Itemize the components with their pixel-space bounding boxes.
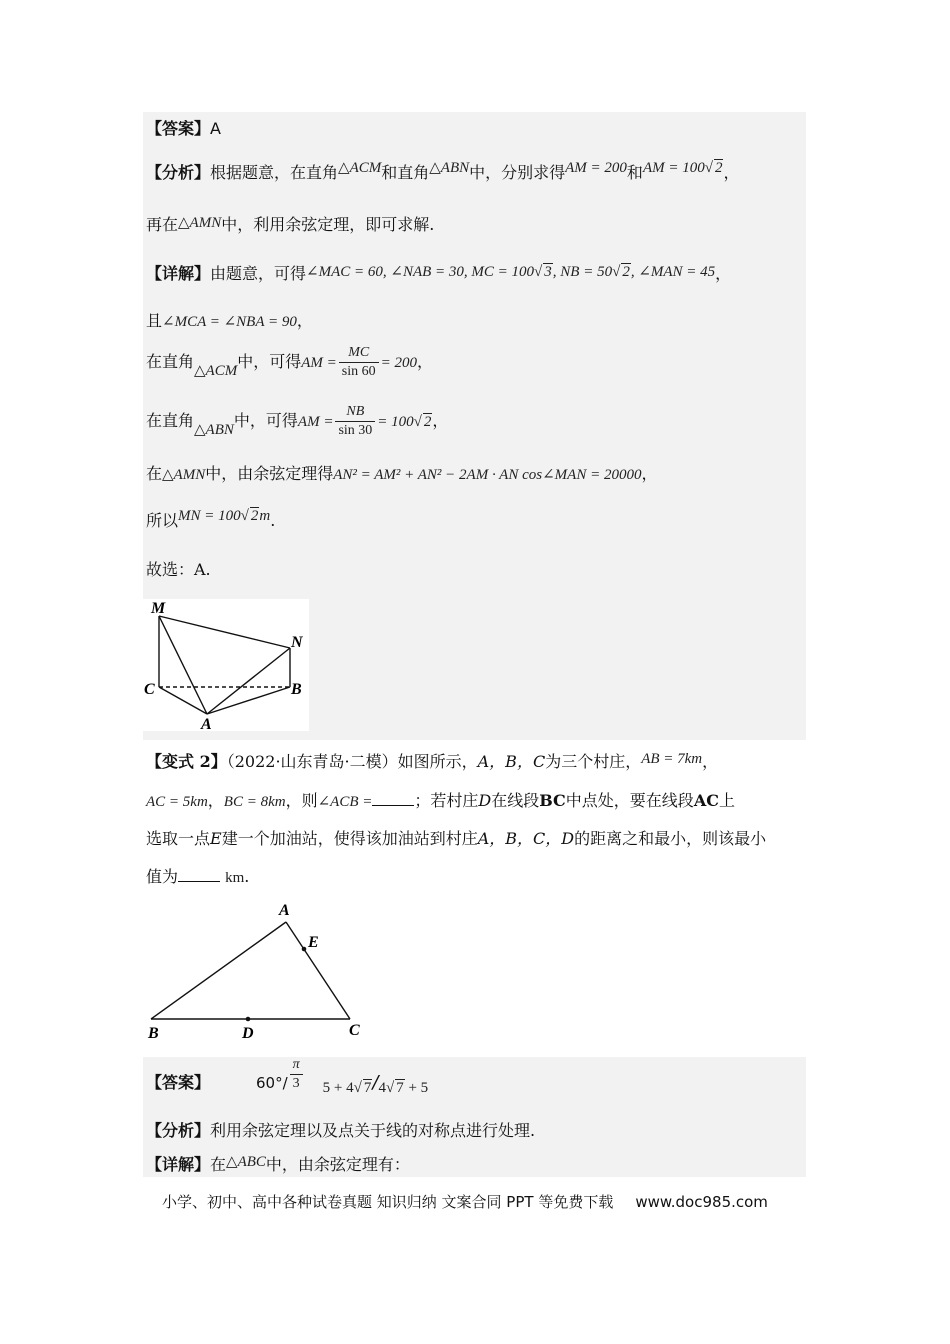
label-e: E bbox=[308, 934, 319, 951]
problem-line-4: 值为 km. bbox=[146, 867, 250, 886]
point-e bbox=[302, 947, 307, 952]
label-a: A bbox=[201, 716, 212, 731]
problem-line-3: 选取一点E建一个加油站，使得该加油站到村庄A，B，C，D的距离之和最小，则该最小 bbox=[146, 829, 767, 848]
choice-line: 故选：A. bbox=[146, 560, 211, 579]
label-a: A bbox=[279, 902, 290, 919]
segment-ab bbox=[151, 922, 286, 1019]
answer-blank-2[interactable] bbox=[178, 865, 220, 882]
footer-site-link[interactable]: www.doc985.com bbox=[635, 1193, 768, 1211]
fraction: $\frac{NB}{\sin 30}$ bbox=[335, 403, 375, 440]
analysis-line-1: 【分析】根据题意，在直角△ACM和直角△ABN中，分别求得AM = 200和AM = 100√ 2， bbox=[146, 160, 740, 182]
label-n: N bbox=[291, 634, 303, 651]
detail-line-2: 且∠MCA = ∠NBA = 90， bbox=[146, 311, 313, 330]
problem-line-2: AC = 5km，BC = 8km，则∠ACB = ；若村庄D在线段BC中点处，要在线段AC上 bbox=[146, 791, 735, 810]
detail-line-5: 在△AMN中，由余弦定理得AN² = AM² + AN² − 2AM · AN cos∠MAN = 20000， bbox=[146, 464, 658, 483]
label-c: C bbox=[349, 1022, 360, 1039]
analysis-line-3: 【分析】利用余弦定理以及点关于线的对称点进行处理. bbox=[146, 1121, 536, 1140]
fraction: $\frac{MC}{\sin 60}$ bbox=[339, 344, 379, 381]
problem-line-1: 【变式 2】（2022·山东青岛·二模）如图所示，A，B，C为三个村庄，AB = 7km， bbox=[146, 751, 719, 771]
analysis-line-2: 再在△AMN中，利用余弦定理，即可求解. bbox=[146, 215, 435, 234]
detail-line-4: 在直角△ABN中，可得AM = $\frac{NB}{\sin 30}$ = 100√ 2， bbox=[146, 404, 449, 438]
figure-prism bbox=[143, 599, 309, 731]
figure-triangle bbox=[143, 898, 369, 1044]
detail-line-1: 【详解】由题意，可得∠MAC = 60, ∠NAB = 30, MC = 100√ 3, NB = 50√ 2, ∠MAN = 45， bbox=[146, 264, 732, 283]
detail-line-6: 所以MN = 100√ 2m. bbox=[146, 508, 276, 530]
answer-line: 【答案】A bbox=[146, 119, 221, 138]
detail-line-3: 在直角△ACM中，可得AM = $\frac{MC}{\sin 60}$ = 200， bbox=[146, 345, 433, 379]
detail-line-7: 【详解】在△ABC中，由余弦定理有： bbox=[146, 1154, 410, 1174]
label-m: M bbox=[151, 600, 166, 617]
label-b: B bbox=[291, 681, 302, 698]
fraction: $\frac{\pi}{3}$ bbox=[290, 1056, 303, 1093]
label-d: D bbox=[242, 1025, 254, 1042]
answer-line-2: 【答案】 60°/ $\frac{\pi}{3}$ 5 + 4√ 7/4√ 7 + 5 bbox=[146, 1057, 429, 1096]
point-d bbox=[246, 1017, 251, 1022]
label-c: C bbox=[144, 681, 155, 698]
page-footer: 小学、初中、高中各种试卷真题 知识归纳 文案合同 PPT 等免费下载 www.doc985.com bbox=[162, 1193, 768, 1211]
answer-blank-1[interactable] bbox=[372, 789, 414, 806]
label-b: B bbox=[148, 1025, 159, 1042]
